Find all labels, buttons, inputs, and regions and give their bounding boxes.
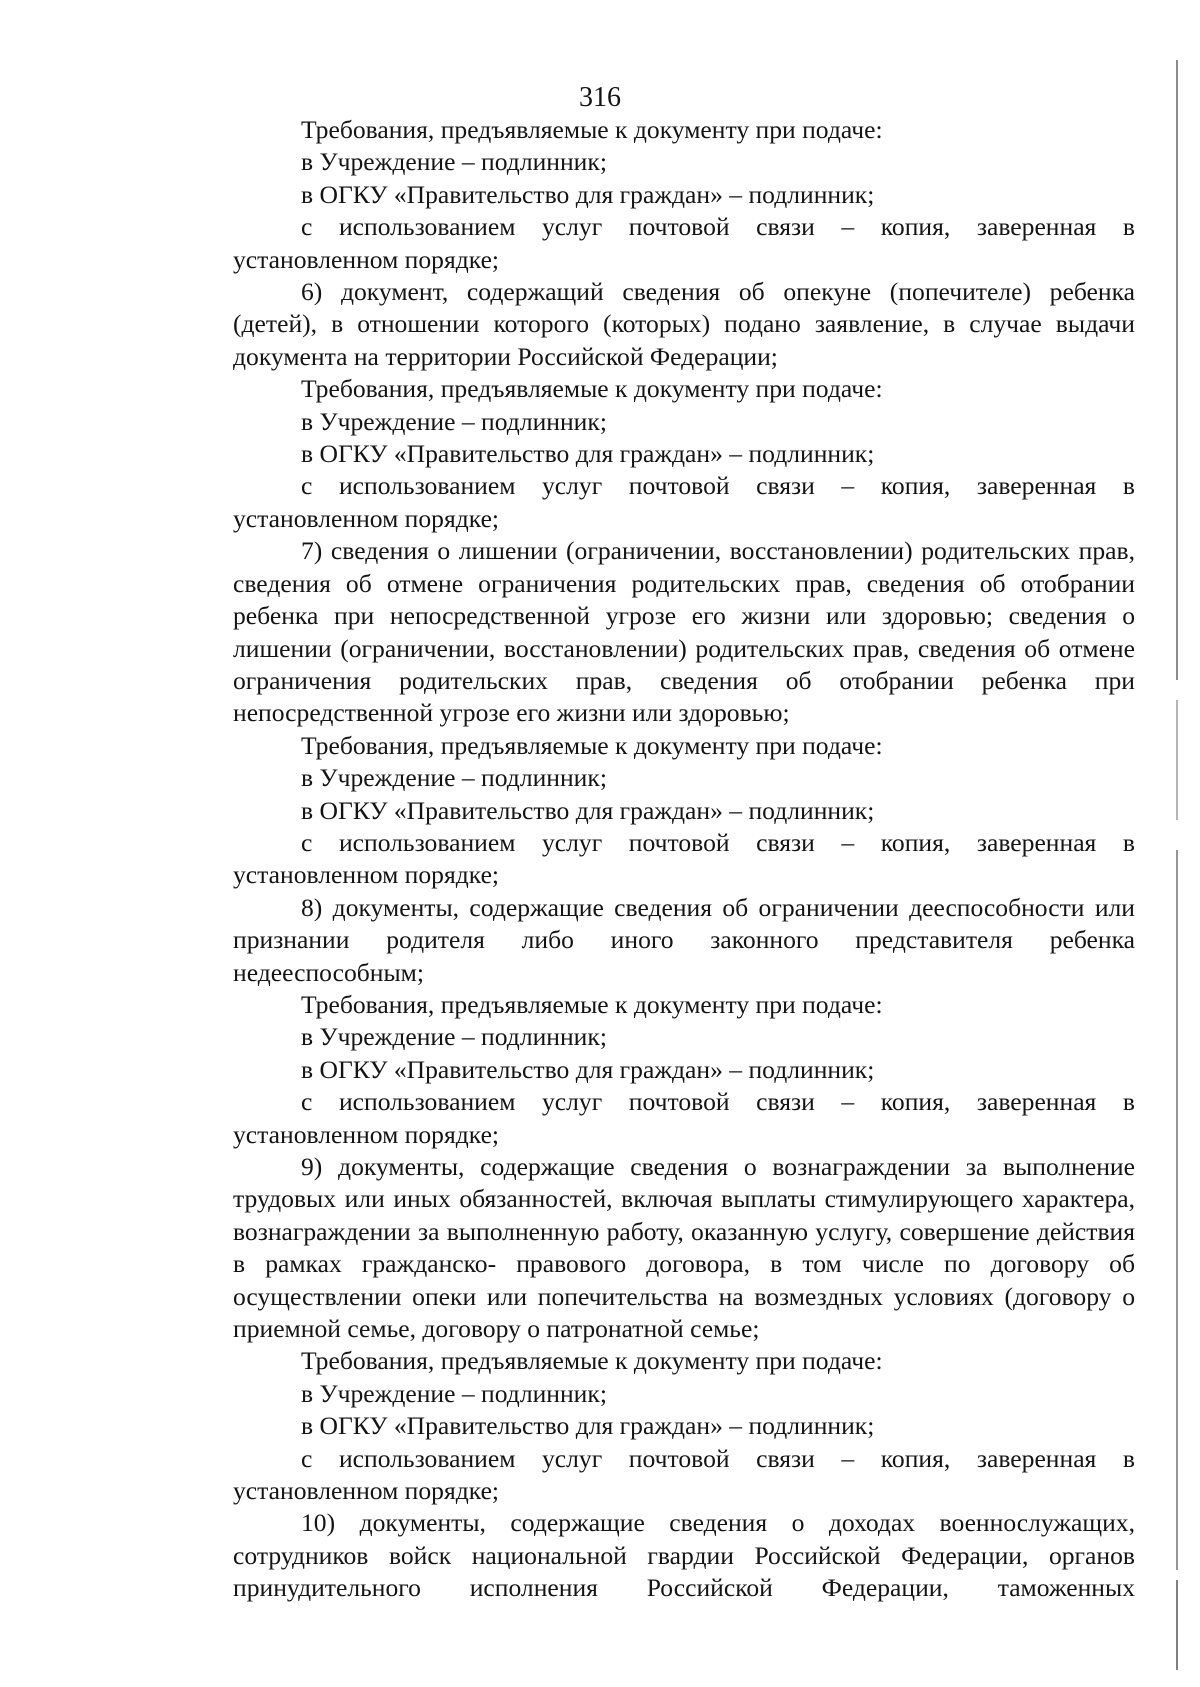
page-number [0, 82, 1200, 114]
paragraph: 6) документ, содержащий сведения об опекуне (попечителе) ребенка (детей), в отношении которого (которых) подано заявление, в случае выдачи документа на территории Российской Федерации; [233, 277, 1135, 371]
scan-edge-line [1176, 60, 1178, 680]
paragraph: Требования, предъявляемые к документу при подаче: [301, 1346, 883, 1376]
scan-edge-line [1176, 1580, 1178, 1670]
paragraph: в ОГКУ «Правительство для граждан» – подлинник; [301, 439, 875, 469]
paragraph: в Учреждение – подлинник; [301, 763, 607, 793]
paragraph: с использованием услуг почтовой связи – копия, заверенная в установленном порядке; [233, 827, 1135, 890]
paragraph: с использованием услуг почтовой связи – копия, заверенная в установленном порядке; [233, 1087, 1135, 1149]
page-number-text: 316 [579, 82, 621, 113]
scan-edge-line [1176, 700, 1178, 820]
paragraph: Требования, предъявляемые к документу при подаче: [301, 115, 883, 144]
paragraph: с использованием услуг почтовой связи – копия, заверенная в установленном порядке; [233, 212, 1135, 274]
scan-edge-line [1176, 850, 1178, 1570]
paragraph: 10) документы, содержащие сведения о доходах военнослужащих, сотрудников войск национальной гвардии Российской Федерации, органов принудительного исполнения Российской Федерации, таможенных [233, 1508, 1135, 1603]
paragraph: в Учреждение – подлинник; [301, 406, 607, 436]
paragraph: в Учреждение – подлинник; [301, 1022, 607, 1052]
paragraph: Требования, предъявляемые к документу при подаче: [301, 374, 883, 404]
paragraph: в ОГКУ «Правительство для граждан» – подлинник; [301, 1054, 875, 1084]
paragraph: 7) сведения о лишении (ограничении, восстановлении) родительских прав, сведения об отмене ограничения родительских прав, сведения об отобрании ребенка при непосредственной угрозе его жизни или здоровью; сведения о лишении (ограничении, восстановлении) родительских прав, сведения об отмене ограничения родительских прав, сведения об отобрании ребенка при непосредственной угрозе его жизни или здоровью; [233, 536, 1135, 728]
paragraph: 8) документы, содержащие сведения об ограничении дееспособности или признании родителя либо иного законного представителя ребенка недееспособным; [233, 892, 1135, 987]
paragraph: с использованием услуг почтовой связи – копия, заверенная в установленном порядке; [233, 1443, 1135, 1506]
paragraph: 9) документы, содержащие сведения о вознаграждении за выполнение трудовых или иных обязанностей, включая выплаты стимулирующего характера, вознаграждении за выполненную работу, оказанную услугу, совершение действия в рамках гражданско- правового договора, в том числе по договору об осуществлении опеки или попечительства на возмездных условиях (договору о приемной семье, договору о патронатной семье; [233, 1152, 1135, 1344]
paragraph: Требования, предъявляемые к документу при подаче: [301, 989, 883, 1019]
paragraph: в Учреждение – подлинник; [301, 1378, 607, 1408]
document-body [233, 114, 1135, 1605]
paragraph: в Учреждение – подлинник; [301, 147, 607, 177]
paragraph: с использованием услуг почтовой связи – копия, заверенная в установленном порядке; [233, 471, 1135, 533]
paragraph: в ОГКУ «Правительство для граждан» – подлинник; [301, 1411, 875, 1441]
paragraph: в ОГКУ «Правительство для граждан» – подлинник; [301, 179, 875, 209]
paragraph: Требования, предъявляемые к документу при подаче: [301, 730, 883, 760]
paragraph: в ОГКУ «Правительство для граждан» – подлинник; [301, 795, 875, 825]
